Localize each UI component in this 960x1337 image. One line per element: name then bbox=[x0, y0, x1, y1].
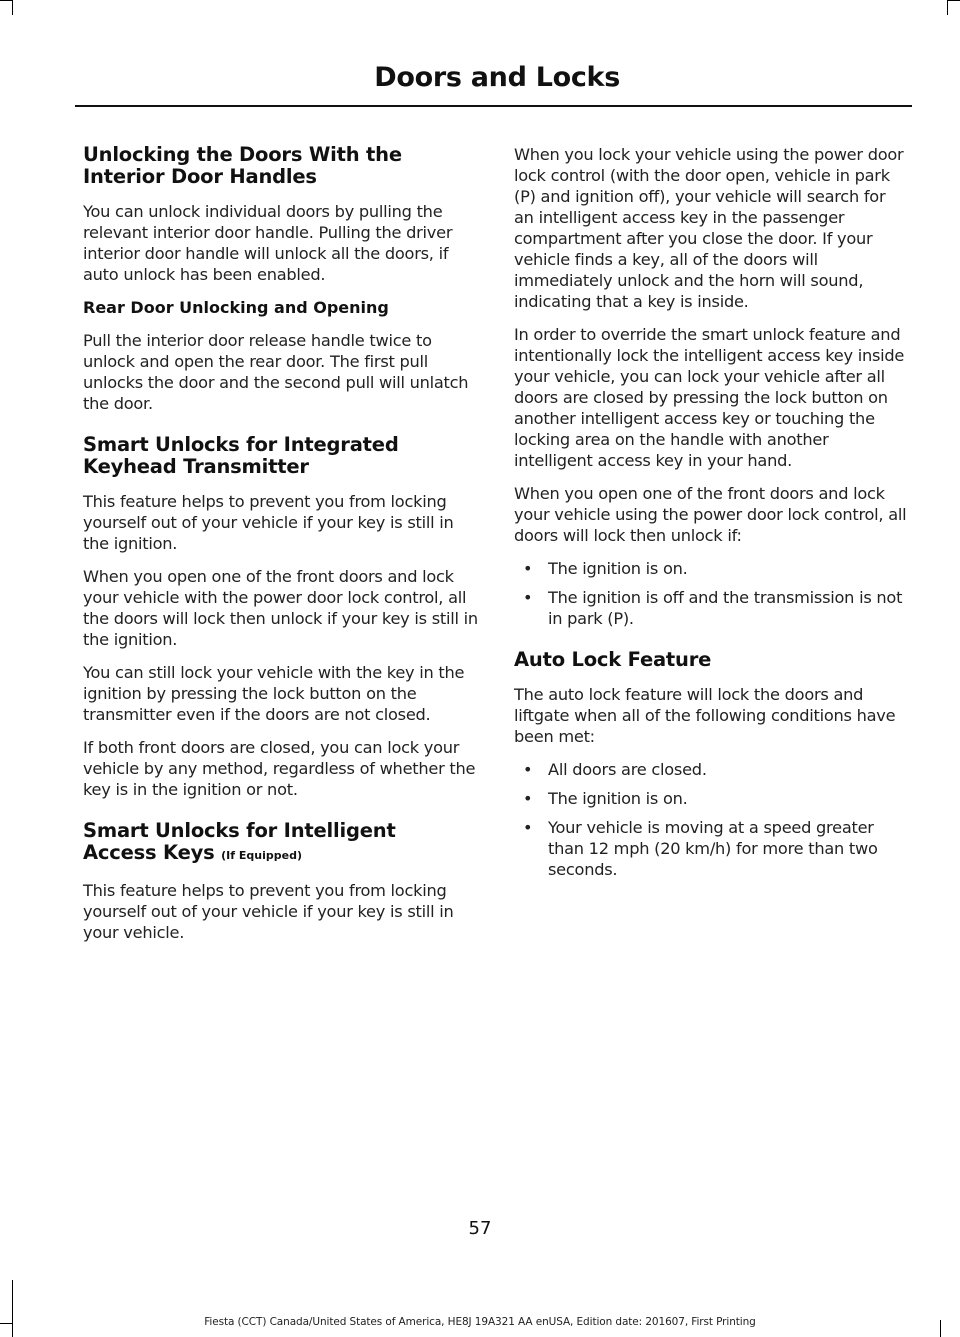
section-heading: Unlocking the Doors With the Interior Door Handles bbox=[83, 143, 402, 188]
paragraph: When you lock your vehicle using the power door lock control (with the door open, vehicle in park (P) and ignition off), your vehicle will search for an intelligent access key in the passenger compartment after you close the door. If your vehicle finds a key, all of the doors will immediately unlock and the horn will sound, indicating that a key is inside. bbox=[514, 145, 904, 311]
list-item-text: Your vehicle is moving at a speed greater than 12 mph (20 km/h) for more than two seconds. bbox=[548, 818, 878, 879]
bullet-icon: • bbox=[523, 760, 533, 779]
paragraph: You can unlock individual doors by pulling the relevant interior door handle. Pulling the driver interior door handle will unlock all the doors, if auto unlock has been enabled. bbox=[83, 202, 453, 284]
paragraph: This feature helps to prevent you from locking yourself out of your vehicle if your key is still in the ignition. bbox=[83, 492, 454, 553]
list-item bbox=[514, 558, 909, 579]
bullet-icon: • bbox=[523, 818, 533, 837]
left-column bbox=[83, 144, 478, 955]
paragraph: You can still lock your vehicle with the key in the ignition by pressing the lock button on the transmitter even if the doors are not closed. bbox=[83, 663, 465, 724]
paragraph: Pull the interior door release handle twice to unlock and open the rear door. The first pull unlocks the door and the second pull will unlatch the door. bbox=[83, 331, 469, 413]
paragraph: If both front doors are closed, you can lock your vehicle by any method, regardless of whether the key is in the ignition or not. bbox=[83, 738, 476, 799]
section-heading: Smart Unlocks for Integrated Keyhead Transmitter bbox=[83, 433, 399, 478]
list-item bbox=[514, 817, 909, 880]
list-item-text: All doors are closed. bbox=[548, 760, 707, 779]
paragraph: In order to override the smart unlock feature and intentionally lock the intelligent access key inside your vehicle, you can lock your vehicle after all doors are closed by pressing the lock button on another intelligent access key or touching the locking area on the handle with another intelligent access key in your hand. bbox=[514, 325, 905, 470]
subsection-heading: Rear Door Unlocking and Opening bbox=[83, 298, 389, 317]
if-equipped-note: (If Equipped) bbox=[221, 849, 302, 862]
list-item-text: The ignition is on. bbox=[548, 559, 688, 578]
bullet-icon: • bbox=[523, 559, 533, 578]
crop-mark bbox=[947, 0, 948, 15]
header-rule bbox=[75, 105, 912, 107]
bullet-list bbox=[514, 759, 909, 880]
paragraph: When you open one of the front doors and lock your vehicle using the power door lock control, all doors will lock then unlock if: bbox=[514, 484, 907, 545]
paragraph: The auto lock feature will lock the doors and liftgate when all of the following conditions have been met: bbox=[514, 685, 896, 746]
list-item bbox=[514, 587, 909, 629]
crop-mark bbox=[12, 0, 13, 15]
bullet-icon: • bbox=[523, 789, 533, 808]
list-item-text: The ignition is off and the transmission is not in park (P). bbox=[548, 588, 903, 628]
footer-text: Fiesta (CCT) Canada/United States of America, HE8J 19A321 AA enUSA, Edition date: 201607, First Printing bbox=[204, 1316, 756, 1328]
crop-mark bbox=[12, 1280, 13, 1337]
section-heading bbox=[83, 820, 443, 867]
list-item bbox=[514, 759, 909, 780]
page-header-title: Doors and Locks bbox=[374, 62, 620, 93]
right-column bbox=[514, 144, 909, 892]
bullet-icon: • bbox=[523, 588, 533, 607]
paragraph: When you open one of the front doors and lock your vehicle with the power door lock control, all the doors will lock then unlock if your key is still in the ignition. bbox=[83, 567, 478, 649]
bullet-list bbox=[514, 558, 909, 629]
list-item bbox=[514, 788, 909, 809]
paragraph: This feature helps to prevent you from locking yourself out of your vehicle if your key is still in your vehicle. bbox=[83, 881, 454, 942]
section-heading: Auto Lock Feature bbox=[514, 648, 712, 671]
section-heading-text: Smart Unlocks for Intelligent Access Keys bbox=[83, 819, 396, 864]
crop-mark bbox=[947, 0, 960, 1]
page-number: 57 bbox=[468, 1218, 492, 1239]
list-item-text: The ignition is on. bbox=[548, 789, 688, 808]
